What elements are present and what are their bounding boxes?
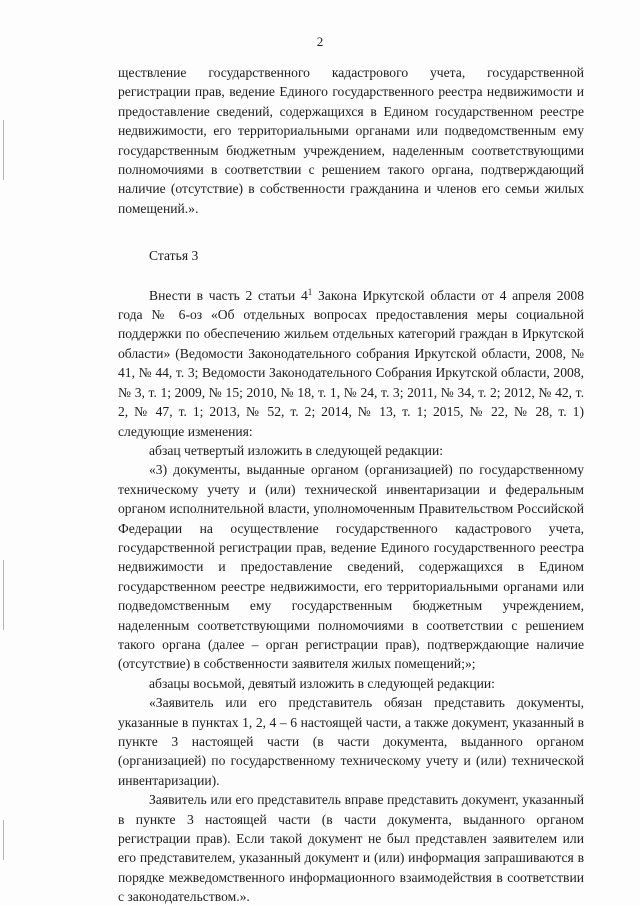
article-superscript: 1	[307, 286, 313, 297]
page-number: 2	[316, 34, 324, 49]
amendment-intro-rest: Закона Иркутской области от 4 апреля 2008 года № 6-оз «Об отдельных вопросах предоставления меры социальной поддержки по обеспечению жильем отдельных категорий граждан в Иркутской области» (Ведомости Законодательного собрания Иркутской области, 2008, № 41, № 44, т. 3; Ведомости Законодательного Собрания Иркутской области, 2008, № 3, т. 1; 2009, № 15; 2010, № 18, т. 1, № 24, т. 3; 2011, № 34, т. 2; 2012, № 42, т. 2, № 47, т. 1; 2013, № 52, т. 2; 2014, № 13, т. 1; 2015, № 22, № 28, т. 1) следующие изменения:	[118, 287, 584, 439]
paragraph-new-text-1: «3) документы, выданные органом (организацией) по государственному техническому учету и (или) технической инвентаризации и федеральным органом исполнительной власти, уполномоченным Правительством Российской Федерации на осуществление государственного кадастрового учета, государственной регистрации прав, ведение Единого государственного реестра недвижимости и предоставление сведений, содержащихся в Едином государственном реестре недвижимости, его территориальными органами или подведомственным ему государственным бюджетным учреждением, наделенным соответствующими полномочиями в соответствии с решением такого органа (далее – орган регистрации прав), подтверждающие наличие (отсутствие) в собственности заявителя жилых помещений;»;	[118, 462, 584, 672]
scan-edge-mark	[3, 820, 4, 860]
article-heading: Статья 3	[149, 248, 199, 264]
paragraph-continuation: ществление государственного кадастрового учета, государственной регистрации прав, ведение Единого государственного реестра недвижимости и предоставление сведений, содержащихся в Едином государственном реестре недвижимости, его территориальными органами или подведомственным ему государственным бюджетным учреждением, наделенным соответствующими полномочиями в соответствии с решением такого органа, подтверждающий наличие (отсутствие) в собственности гражданина и членов его семьи жилых помещений.».	[118, 65, 584, 216]
scan-edge-mark	[3, 560, 4, 630]
paragraph-amendment-intro	[118, 286, 584, 441]
amendment-intro-start: Внести в часть 2 статьи 4	[149, 287, 308, 303]
paragraph-new-text-3: Заявитель или его представитель вправе представить документ, указанный в пункте 3 настоящей части (в части документа, выданного органом регистрации прав). Если такой документ не был представлен заявителем или его представителем, указанный документ и (или) информация запрашиваются в порядке межведомственного информационного взаимодействия в соответствии с законодательством.».	[118, 792, 584, 905]
paragraph-instruction-1: абзац четвертый изложить в следующей редакции:	[149, 442, 444, 458]
scan-edge-mark	[3, 120, 4, 180]
paragraph-new-text-2: «Заявитель или его представитель обязан представить документы, указанные в пунктах 1, 2, 4 – 6 настоящей части, а также документ, указанный в пункте 3 настоящей части (в части документа, выданного органом (организацией) по государственному техническому учету и (или) технической инвентаризации).	[118, 695, 584, 788]
paragraph-instruction-2: абзацы восьмой, девятый изложить в следующей редакции:	[149, 675, 495, 691]
document-body	[118, 63, 584, 907]
